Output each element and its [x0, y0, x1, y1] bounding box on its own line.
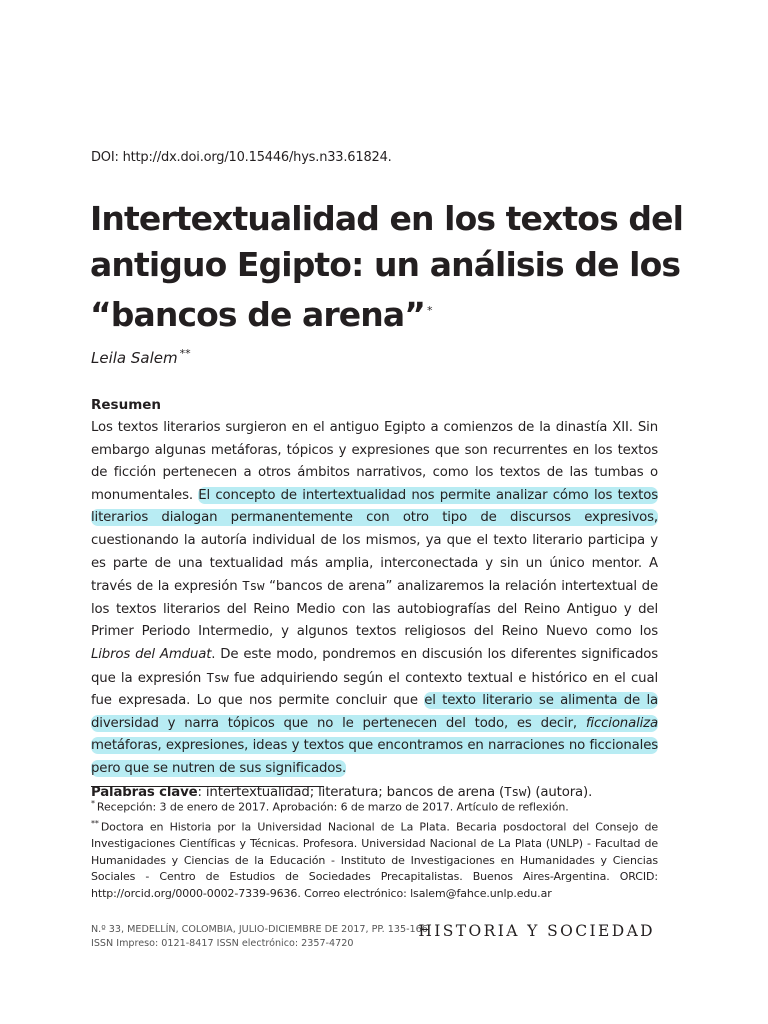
highlight-italic-term: ficcionaliza: [585, 715, 658, 731]
footnote-divider: [91, 786, 323, 787]
abstract-text: cuestionando la autoría individual de los mismos, ya que el texto literario participa y es parte de una textualidad más amplia, interconectada y sin un único mentor. A través de la expresión: [91, 532, 658, 595]
hieroglyph-transliteration: Tsw: [504, 783, 527, 799]
highlighted-passage[interactable]: El concepto de intertextualidad nos permite analizar cómo los textos literarios dialogan permanentemente con otro tipo de discursos expresivos,: [91, 487, 658, 526]
abstract-text: fue adquiriendo según el contexto textual e histórico en el cual fue expresada. Lo que nos permite concluir que: [91, 670, 658, 709]
title-footnote-marker[interactable]: *: [427, 304, 432, 317]
author-name-text: Leila Salem: [91, 349, 178, 367]
article-title: [90, 196, 690, 338]
keywords-label: Palabras clave: [91, 784, 198, 800]
author-footnote-marker[interactable]: **: [179, 347, 191, 360]
issue-info: N.º 33, MEDELLÍN, COLOMBIA, JULIO-DICIEMBRE DE 2017, PP. 135-166: [91, 924, 428, 935]
abstract-text: Los textos literarios surgieron en el antiguo Egipto a comienzos de la dinastía XII. Sin embargo algunas metáforas, tópicos y expresiones que son recurrentes en los textos de ficción pertenecen a otros ámbitos narrativos, como los textos de las tumbas o monumentales.: [91, 420, 658, 503]
footnote-1-marker: *: [91, 799, 95, 808]
doi-link[interactable]: DOI: http://dx.doi.org/10.15446/hys.n33.61824.: [91, 150, 392, 165]
footnote-2-text: Doctora en Historia por la Universidad Nacional de La Plata. Becaria posdoctoral del Consejo de Investigaciones Científicas y Técnicas. Profesora. Universidad Nacional de La Plata (UNLP) - Facultad de Humanidades y Ciencias de la Educación - Instituto de Investigaciones en Humanidades y Ciencias Sociales - Centro de Estudios de Sociedades Precapitalistas. Buenos Aires-Argentina. ORCID: http://orcid.org/0000-0002-7339-9636. Correo electrónico: lsalem@fahce.unlp.edu.ar: [91, 820, 658, 900]
abstract-text: “bancos de arena” analizaremos la relación intertextual de los textos literarios del Reino Medio con las autobiografías del Reino Antiguo y del Primer Periodo Intermedio, y algunos textos religiosos del Reino Nuevo como los: [91, 579, 658, 640]
hieroglyph-transliteration: Tsw: [206, 669, 229, 685]
hieroglyph-transliteration: Tsw: [242, 578, 265, 594]
abstract-body: [91, 417, 658, 804]
abstract-text: . De este modo, pondremos en discusión los diferentes significados que la expresión: [91, 646, 658, 686]
highlight-text: el texto literario se alimenta de la diversidad y narra tópicos que no le pertenecen del todo, es decir,: [91, 693, 658, 731]
footnote-2-marker: **: [91, 819, 99, 829]
highlight-text: metáforas, expresiones, ideas y textos que encontramos en narraciones no ficcionales pero que se nutren de sus significados.: [91, 738, 658, 776]
abstract-heading: Resumen: [91, 397, 162, 413]
footnote-1-text: Recepción: 3 de enero de 2017. Aprobación: 6 de marzo de 2017. Artículo de reflexión.: [96, 800, 569, 814]
journal-name: HISTORIA Y SOCIEDAD: [418, 922, 655, 940]
footnote-2: [91, 816, 658, 902]
footnotes: [91, 796, 658, 902]
issn-info: ISSN Impreso: 0121-8417 ISSN electrónico: 2357-4720: [91, 938, 354, 949]
book-title: Libros del Amduat: [91, 646, 212, 662]
footnote-1: [91, 796, 658, 816]
page-footer-info: [91, 923, 428, 951]
keywords-text: : intertextualidad; literatura; bancos de arena (: [197, 784, 505, 800]
keywords-text: ) (autora).: [526, 784, 593, 800]
title-text: Intertextualidad en los textos del antiguo Egipto: un análisis de los “bancos de arena”: [90, 199, 684, 334]
author-name: [91, 347, 191, 367]
